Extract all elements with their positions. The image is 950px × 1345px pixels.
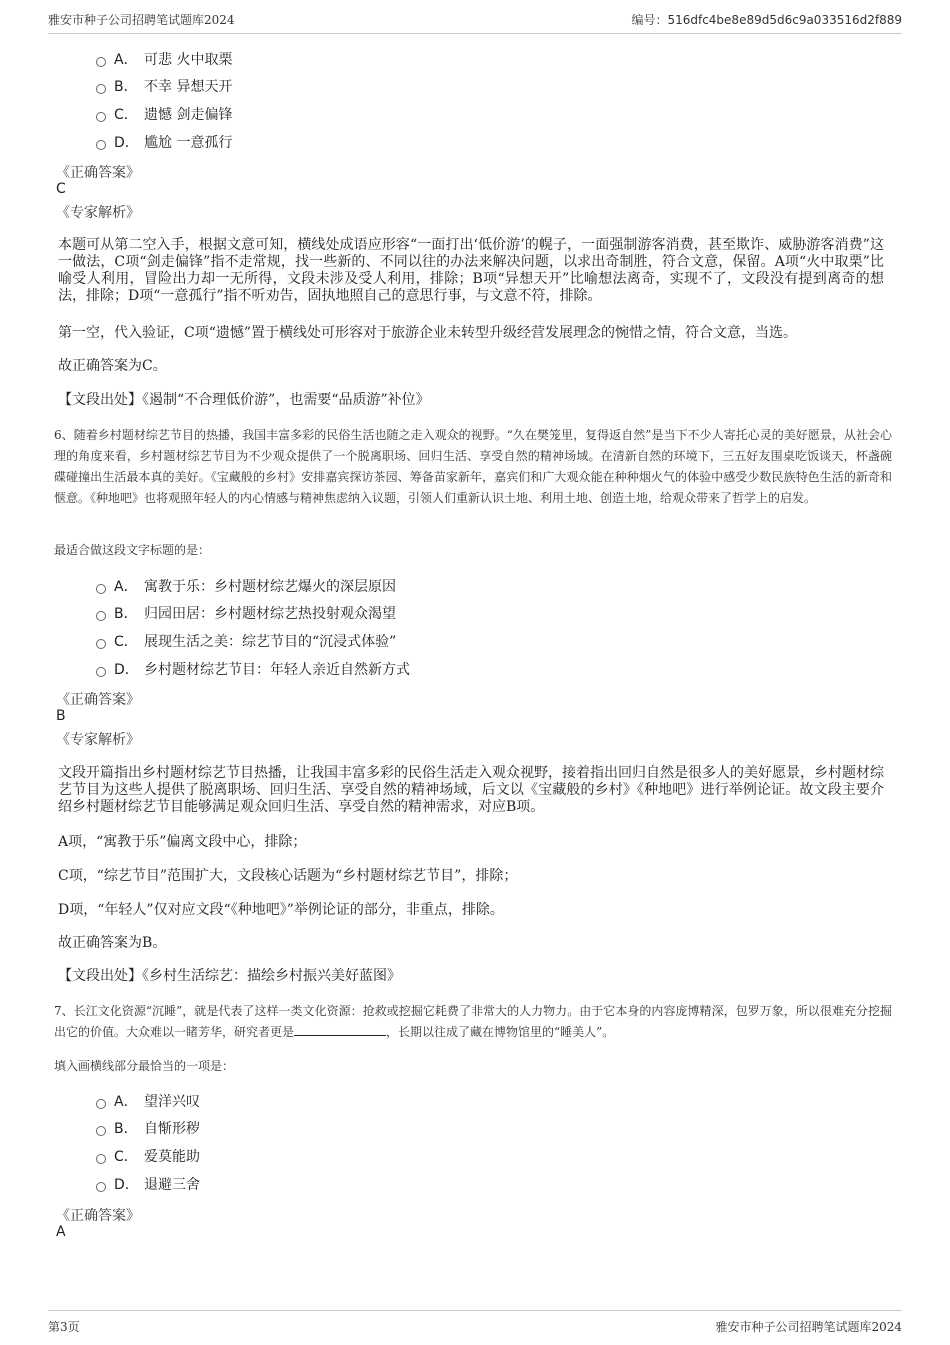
radio-icon[interactable] bbox=[96, 639, 106, 649]
answer-label: 《正确答案》 bbox=[56, 1208, 140, 1224]
answer-value: C bbox=[56, 181, 66, 197]
analysis-label: 《专家解析》 bbox=[56, 732, 140, 748]
q5-option-a[interactable]: A． 可悲 火中取栗 bbox=[96, 48, 232, 70]
q7-option-a[interactable]: A． 望洋兴叹 bbox=[96, 1090, 200, 1112]
answer-value: A bbox=[56, 1224, 66, 1240]
page-footer bbox=[48, 1310, 902, 1335]
q5-option-b[interactable]: B． 不幸 异想天开 bbox=[96, 75, 232, 97]
radio-icon[interactable] bbox=[96, 1154, 106, 1164]
q5-option-d[interactable]: D． 尴尬 一意孤行 bbox=[96, 131, 232, 153]
footer-title: 雅安市种子公司招聘笔试题库2024 bbox=[715, 1320, 902, 1334]
analysis-paragraph: 第一空，代入验证，C项“遗憾”置于横线处可形容对于旅游企业未转型升级经营发展理念的惋惜之情，符合文意，当选。 bbox=[58, 325, 798, 341]
radio-icon[interactable] bbox=[96, 84, 106, 94]
question-text: 6、随着乡村题材综艺节目的热播，我国丰富多彩的民俗生活也随之走入观众的视野。“久在樊笼里，复得返自然”是当下不少人寄托心灵的美好愿景，从社会心理的角度来看，乡村题材综艺节目为不少观众提供了一个脱离职场、回归生活、享受自然的精神场域。在清新自然的环境下，三五好友围桌吃饭谈天，杯盏碗碟碰撞出生活最本真的美好。《宝藏般的乡村》安排嘉宾探访茶园、筹备苗家新年，嘉宾们和广大观众能在种种烟火气的体验中感受少数民族特色生活的新奇和惬意。《种地吧》也将观照年轻人的内心情感与精神焦虑纳入议题，引领人们重新认识土地、利用土地、创造土地，给观众带来了哲学上的启发。 bbox=[54, 428, 892, 505]
answer-label: 《正确答案》 bbox=[56, 692, 140, 708]
radio-icon[interactable] bbox=[96, 611, 106, 621]
analysis-paragraph: 本题可从第二空入手，根据文意可知，横线处成语应形容“一面打出‘低价游’的幌子，一面强制游客消费，甚至欺诈、威胁游客消费”这一做法，C项“剑走偏锋”指不走常规，找一些新的、不同以往的办法来解决问题，以求出奇制胜，符合文意，保留。A项“火中取栗”比喻受人利用，冒险出力却一无所得，文段未涉及受人利用，排除；B项“异想天开”比喻想法离奇，实现不了，文段没有提到离奇的想法，排除；D项“一意孤行”指不听劝告，固执地照自己的意思行事，与文意不符，排除。 bbox=[58, 237, 884, 304]
answer-label: 《正确答案》 bbox=[56, 165, 140, 181]
source-citation: 【文段出处】《乡村生活综艺：描绘乡村振兴美好蓝图》 bbox=[58, 968, 401, 984]
analysis-label: 《专家解析》 bbox=[56, 205, 140, 221]
radio-icon[interactable] bbox=[96, 667, 106, 677]
fill-blank bbox=[294, 1023, 386, 1036]
q6-option-a[interactable]: A． 寓教于乐：乡村题材综艺爆火的深层原因 bbox=[96, 575, 396, 597]
page-header bbox=[48, 11, 902, 34]
page-number: 第3页 bbox=[48, 1320, 80, 1334]
analysis-conclusion: 故正确答案为C。 bbox=[58, 358, 167, 374]
analysis-conclusion: 故正确答案为B。 bbox=[58, 935, 167, 951]
question-prompt: 最适合做这段文字标题的是： bbox=[54, 543, 211, 557]
radio-icon[interactable] bbox=[96, 140, 106, 150]
analysis-paragraph: 文段开篇指出乡村题材综艺节目热播，让我国丰富多彩的民俗生活走入观众视野，接着指出回归自然是很多人的美好愿景，乡村题材综艺节目为这些人提供了脱离职场、回归生活、享受自然的精神场域，后文以《宝藏般的乡村》《种地吧》进行举例论证。故文段主要介绍乡村题材综艺节目能够满足观众回归生活、享受自然的精神需求，对应B项。 bbox=[58, 765, 884, 815]
analysis-paragraph: A项，“寓教于乐”偏离文段中心，排除； bbox=[58, 834, 307, 850]
q7-option-c[interactable]: C． 爱莫能助 bbox=[96, 1145, 200, 1167]
radio-icon[interactable] bbox=[96, 112, 106, 122]
document-id: 编号：516dfc4be8e89d5d6c9a033516d2f889 bbox=[631, 13, 902, 27]
q6-option-c[interactable]: C． 展现生活之美：综艺节目的“沉浸式体验” bbox=[96, 630, 396, 652]
q6-option-d[interactable]: D． 乡村题材综艺节目：年轻人亲近自然新方式 bbox=[96, 658, 410, 680]
q5-option-c[interactable]: C． 遗憾 剑走偏锋 bbox=[96, 103, 232, 125]
q6-option-b[interactable]: B． 归园田居：乡村题材综艺热投射观众渴望 bbox=[96, 602, 396, 624]
radio-icon[interactable] bbox=[96, 1126, 106, 1136]
radio-icon[interactable] bbox=[96, 584, 106, 594]
question-text: 7、长江文化资源“沉睡”，就是代表了这样一类文化资源：抢救或挖掘它耗费了非常大的人力物力。由于它本身的内容庞博精深，包罗万象，所以很难充分挖掘出它的价值。大众难以一睹芳华，研究者更是 ，长期以往成了藏在博物馆里的“睡美人”。 bbox=[54, 1004, 892, 1039]
analysis-paragraph: D项，“年轻人”仅对应文段“《种地吧》”举例论证的部分，非重点，排除。 bbox=[58, 902, 504, 918]
answer-value: B bbox=[56, 708, 66, 724]
question-prompt: 填入画横线部分最恰当的一项是： bbox=[54, 1059, 235, 1073]
analysis-paragraph: C项，“综艺节目”范围扩大，文段核心话题为“乡村题材综艺节目”，排除； bbox=[58, 868, 518, 884]
source-citation: 【文段出处】《遏制“不合理低价游”，也需要“品质游”补位》 bbox=[58, 392, 430, 408]
q7-option-b[interactable]: B． 自惭形秽 bbox=[96, 1117, 200, 1139]
q7-option-d[interactable]: D． 退避三舍 bbox=[96, 1173, 200, 1195]
header-title: 雅安市种子公司招聘笔试题库2024 bbox=[48, 13, 235, 27]
radio-icon[interactable] bbox=[96, 1182, 106, 1192]
radio-icon[interactable] bbox=[96, 57, 106, 67]
radio-icon[interactable] bbox=[96, 1099, 106, 1109]
